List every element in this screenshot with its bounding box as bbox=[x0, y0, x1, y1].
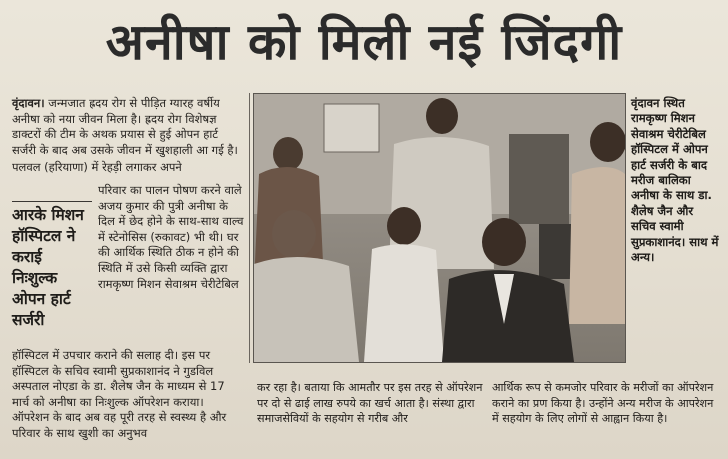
article-bottom-col1: कर रहा है। बताया कि आमतौर पर इस तरह से ऑपरेशन पर दो से ढाई लाख रुपये का खर्च आता है। संस्था द्वारा समाजसेवियों के सहयोग से गरीब और bbox=[257, 381, 483, 425]
subhead: आरके मिशन हॉस्पिटल ने कराई निःशुल्क ओपन हार्ट सर्जरी bbox=[12, 201, 92, 331]
article-para3: हॉस्पिटल में उपचार कराने की सलाह दी। इस पर हॉस्पिटल के सचिव स्वामी सुप्रकाशानंद ने गुडविल अस्पताल नोएडा के डा. शैलेष जैन के माध्यम से 17 मार्च को अनीषा का निःशुल्क ऑपरेशन कराया। ऑपरेशन के बाद अब वह पूरी तरह से स्वस्थ्य है और परिवार के साथ खुशी का अनुभव bbox=[12, 348, 227, 440]
intro-text: जन्मजात ह्रदय रोग से पीड़ित ग्यारह वर्षीय अनीषा को नया जीवन मिला है। ह्रदय रोग विशेषज्ञ डाक्टरों की टीम के अथक प्रयास से हुई ओपन हार्ट सर्जरी के बाद अब उसके जीवन में खुशहाली आ गई है। bbox=[12, 96, 238, 157]
column-rule bbox=[249, 93, 250, 363]
article-para2: परिवार का पालन पोषण करने वाले अजय कुमार की पुत्री अनीषा के दिल में छेद होने के साथ-साथ वाल्व में स्टेनोसिस (रुकावट) भी थी। घर की आर्थिक स्थिति ठीक न होने की स्थिति में उसे किसी व्यक्ति द्वारा रामकृष्ण मिशन सेवाश्रम चेरीटेबिल bbox=[98, 183, 244, 291]
dateline: वृंदावन। bbox=[12, 96, 45, 110]
news-photo bbox=[253, 93, 626, 363]
article-intro bbox=[12, 96, 244, 176]
para2-start: पलवल (हरियाणा) में रेहड़ी लगाकर अपने bbox=[12, 160, 182, 175]
headline: अनीषा को मिली नई जिंदगी bbox=[105, 13, 623, 71]
article-bottom-col2: आर्थिक रूप से कमजोर परिवार के मरीजों का ऑपरेशन कराने का प्रण किया है। उन्होंने अन्य मरीज के आपरेशन में सहयोग के लिए लोगों से आह्वान किया है। bbox=[492, 381, 714, 425]
photo-image bbox=[254, 94, 625, 362]
photo-caption: वृंदावन स्थित रामकृष्ण मिशन सेवाश्रम चेरीटेबिल हॉस्पिटल में ओपन हार्ट सर्जरी के बाद मरीज बालिका अनीषा के साथ डा. शैलेष जैन और सचिव स्वामी सुप्रकाशानंद। साथ में अन्य। bbox=[631, 96, 719, 265]
